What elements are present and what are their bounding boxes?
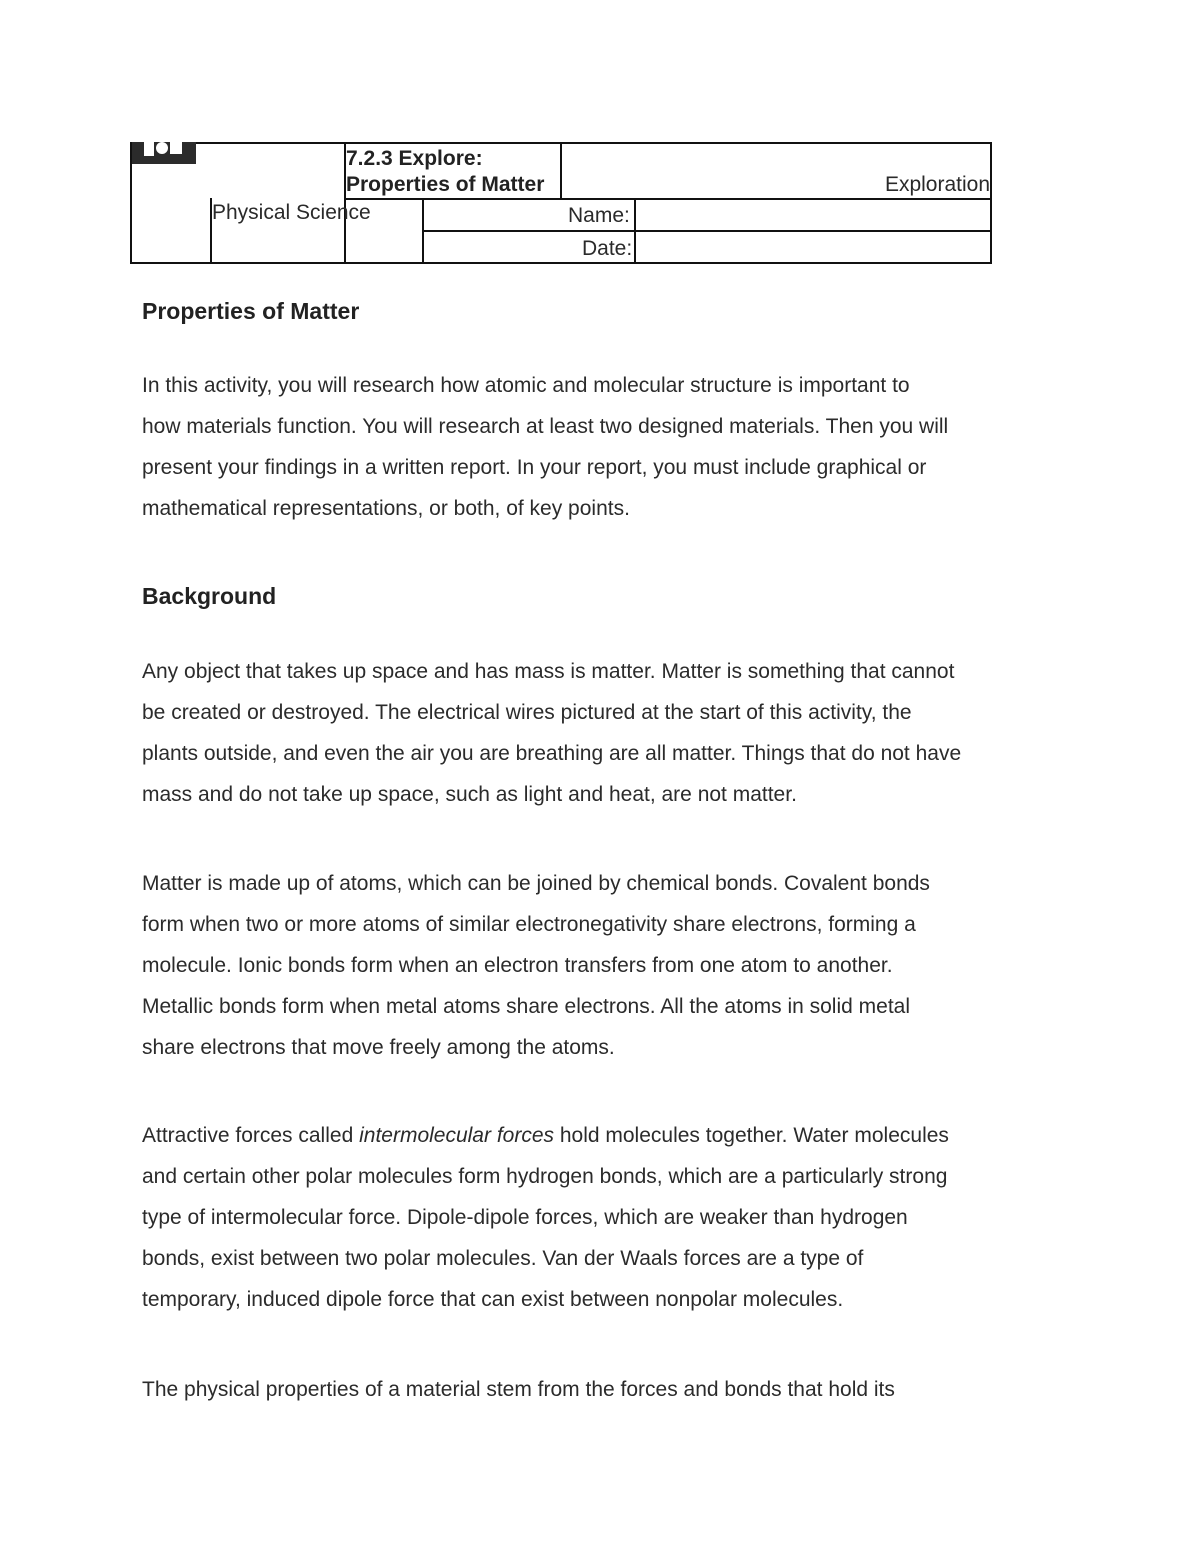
paragraph-line: The physical properties of a material stem from the forces and bonds that hold its [142, 1378, 895, 1401]
paragraph-line: mass and do not take up space, such as light and heat, are not matter. [142, 783, 797, 806]
section-heading-properties: Properties of Matter [142, 298, 360, 324]
paragraph-line [142, 1115, 1072, 1156]
paragraph-line: Metallic bonds form when metal atoms share electrons. All the atoms in solid metal [142, 995, 911, 1018]
text-segment: Attractive forces called [142, 1124, 360, 1147]
course-name: Physical Science [212, 201, 371, 224]
lesson-title: Properties of Matter [346, 173, 545, 196]
paragraph-line: form when two or more atoms of similar electronegativity share electrons, forming a [142, 913, 916, 936]
date-label: Date: [582, 237, 633, 260]
italic-term: intermolecular forces [359, 1124, 554, 1147]
paragraph-line: temporary, induced dipole force that can exist between nonpolar molecules. [142, 1288, 844, 1311]
name-label: Name: [568, 204, 630, 227]
background-paragraph-3 [142, 1115, 1072, 1320]
activity-type: Exploration [884, 173, 990, 196]
background-paragraph-2 [142, 863, 1072, 1068]
name-input[interactable] [640, 202, 980, 229]
paragraph-line: Matter is made up of atoms, which can be joined by chemical bonds. Covalent bonds [142, 872, 930, 895]
paragraph-line: and certain other polar molecules form hydrogen bonds, which are a particularly strong [142, 1165, 948, 1188]
background-paragraph-4 [142, 1369, 1072, 1410]
paragraph-line: be created or destroyed. The electrical wires pictured at the start of this activity, the [142, 701, 912, 724]
paragraph-line: Any object that takes up space and has mass is matter. Matter is something that cannot [142, 660, 955, 683]
paragraph-line: type of intermolecular force. Dipole-dipole forces, which are weaker than hydrogen [142, 1206, 908, 1229]
logo-icon [130, 142, 198, 164]
worksheet-header [130, 142, 992, 264]
intro-line: how materials function. You will research at least two designed materials. Then you will [142, 415, 949, 438]
paragraph-line: bonds, exist between two polar molecules. Van der Waals forces are a type of [142, 1247, 864, 1270]
intro-line: present your findings in a written report. In your report, you must include graphical or [142, 456, 927, 479]
section-heading-background: Background [142, 583, 277, 609]
date-input[interactable] [640, 235, 980, 262]
intro-line: mathematical representations, or both, of key points. [142, 497, 630, 520]
paragraph-line: plants outside, and even the air you are breathing are all matter. Things that do not have [142, 742, 962, 765]
intro-line: In this activity, you will research how atomic and molecular structure is important to [142, 374, 910, 397]
paragraph-line: share electrons that move freely among the atoms. [142, 1036, 615, 1059]
text-segment: hold molecules together. Water molecules [554, 1124, 949, 1147]
background-paragraph-1 [142, 651, 1072, 815]
lesson-number: 7.2.3 Explore: [346, 147, 483, 170]
paragraph-line: molecule. Ionic bonds form when an electron transfers from one atom to another. [142, 954, 893, 977]
intro-paragraph [142, 365, 1072, 529]
